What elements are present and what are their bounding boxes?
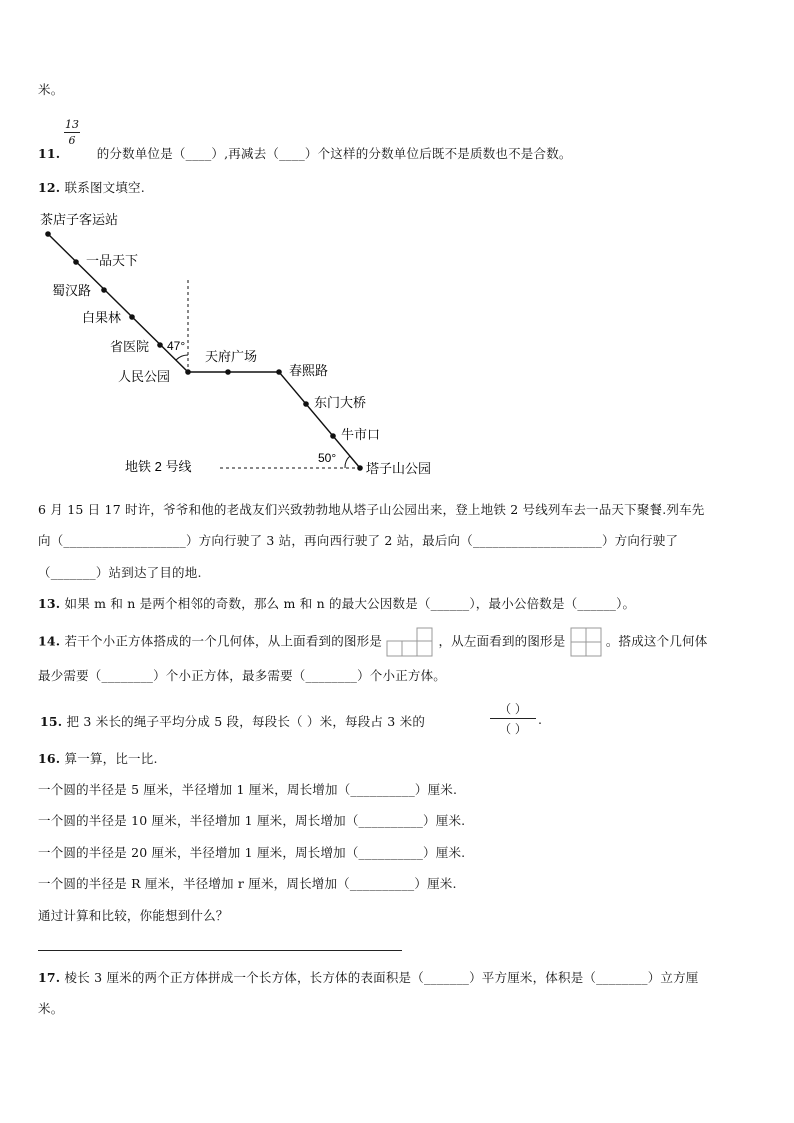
station-label: 牛市口 — [341, 427, 381, 442]
question-16-title — [38, 749, 158, 767]
station-dot-yipintianxia — [73, 259, 79, 265]
station-dot-tianfuguangchang — [225, 369, 231, 375]
station-dot-dongmendaqiao — [303, 401, 309, 407]
top-view-shape — [386, 627, 434, 657]
station-label: 茶店子客运站 — [40, 212, 119, 227]
station-label: 蜀汉路 — [52, 283, 92, 298]
q16-question: 通过计算和比较，你能想到什么？ — [38, 908, 229, 923]
q11-fraction-numerator: 13 — [65, 118, 79, 131]
angle-arc-50 — [345, 456, 350, 468]
left-view-shape — [570, 627, 602, 657]
station-label: 一品天下 — [86, 253, 139, 268]
metro-route-line — [48, 234, 360, 468]
station-dot-shuhanlu — [101, 287, 107, 293]
station-label: 塔子山公园 — [366, 461, 432, 476]
station-label: 人民公园 — [118, 369, 171, 384]
question-text: 算一算，比一比. — [64, 751, 158, 766]
answer-line[interactable] — [38, 950, 402, 951]
question-number: 15. — [40, 714, 63, 729]
continued-text: 米。 — [38, 82, 64, 97]
question-number: 14. — [38, 633, 61, 649]
station-label: 春熙路 — [289, 363, 329, 378]
q15-end-period: . — [538, 712, 542, 727]
metro-line-diagram — [0, 0, 794, 490]
station-dot-taxishan — [357, 465, 363, 471]
station-label: 天府广场 — [205, 349, 258, 364]
question-text: 的分数单位是（____）,再减去（____）个这样的分数单位后既不是质数也不是合数。 — [96, 146, 572, 161]
question-17-line-2: 米。 — [38, 1001, 64, 1016]
question-text: 联系图文填空. — [64, 180, 145, 195]
question-13 — [38, 594, 635, 612]
q16-row: 一个圆的半径是 20 厘米，半径增加 1 厘米，周长增加（__________）厘米. — [38, 845, 466, 860]
question-number: 12. — [38, 180, 61, 195]
q15-fraction — [490, 700, 536, 737]
question-number: 13. — [38, 596, 61, 611]
question-15 — [40, 712, 425, 730]
question-14-line-2: 最少需要（________）个小正方体，最多需要（________）个小正方体。 — [38, 668, 447, 683]
q12-paragraph-line-3: （_______）站到达了目的地. — [38, 565, 202, 580]
question-number: 17. — [38, 970, 61, 985]
station-dot-niushikou — [330, 433, 336, 439]
question-text: ，从左面看到的图形是 — [438, 633, 566, 649]
q16-row: 一个圆的半径是 5 厘米，半径增加 1 厘米，周长增加（__________）厘米. — [38, 782, 458, 797]
q15-fraction-numerator: （ ） — [499, 702, 527, 716]
angle-label: 47° — [167, 339, 186, 353]
q11-fraction-denominator: 6 — [68, 134, 76, 147]
station-label: 白果林 — [82, 310, 122, 325]
question-number: 11. — [38, 146, 61, 161]
question-text: 。搭成这个几何体 — [605, 633, 708, 649]
question-text: 如果 m 和 n 是两个相邻的奇数，那么 m 和 n 的最大公因数是（______），最小公倍数是（______）。 — [64, 596, 636, 611]
angle-label: 50° — [318, 451, 337, 465]
q15-fraction-bar — [490, 718, 536, 719]
question-text: 把 3 米长的绳子平均分成 5 段，每段长（ ）米，每段占 3 米的 — [66, 714, 426, 729]
question-14 — [38, 627, 707, 657]
q12-paragraph-line-1: 6 月 15 日 17 时许，爷爷和他的老战友们兴致勃勃地从塔子山公园出来，登上地铁 2 号线列车去一品天下聚餐.列车先 — [38, 502, 705, 517]
q15-fraction-denominator: （ ） — [499, 722, 527, 736]
station-label: 省医院 — [110, 339, 150, 354]
q16-row: 一个圆的半径是 10 厘米，半径增加 1 厘米，周长增加（__________）厘米. — [38, 813, 466, 828]
station-dot-chadianzi — [45, 231, 51, 237]
station-dot-chunxilu — [276, 369, 282, 375]
question-number: 16. — [38, 751, 61, 766]
q16-row: 一个圆的半径是 R 厘米，半径增加 r 厘米，周长增加（__________）厘米. — [38, 876, 457, 891]
q12-paragraph-line-2: 向（___________________）方向行驶了 3 站，再向西行驶了 2 站，最后向（____________________）方向行驶了 — [38, 533, 679, 548]
metro-line-label: 地铁 2 号线 — [125, 459, 192, 474]
station-dot-shengyiyuan — [157, 342, 163, 348]
station-dot-baiguolin — [129, 314, 135, 320]
question-text: 棱长 3 厘米的两个正方体拼成一个长方体，长方体的表面积是（_______）平方厘米，体积是（________）立方厘 — [64, 970, 699, 985]
question-text: 若干个小正方体搭成的一个几何体，从上面看到的图形是 — [64, 633, 383, 649]
question-17 — [38, 968, 699, 986]
angle-arc-47 — [176, 355, 188, 360]
station-label: 东门大桥 — [314, 395, 367, 410]
station-dot-renmingongyuan — [185, 369, 191, 375]
